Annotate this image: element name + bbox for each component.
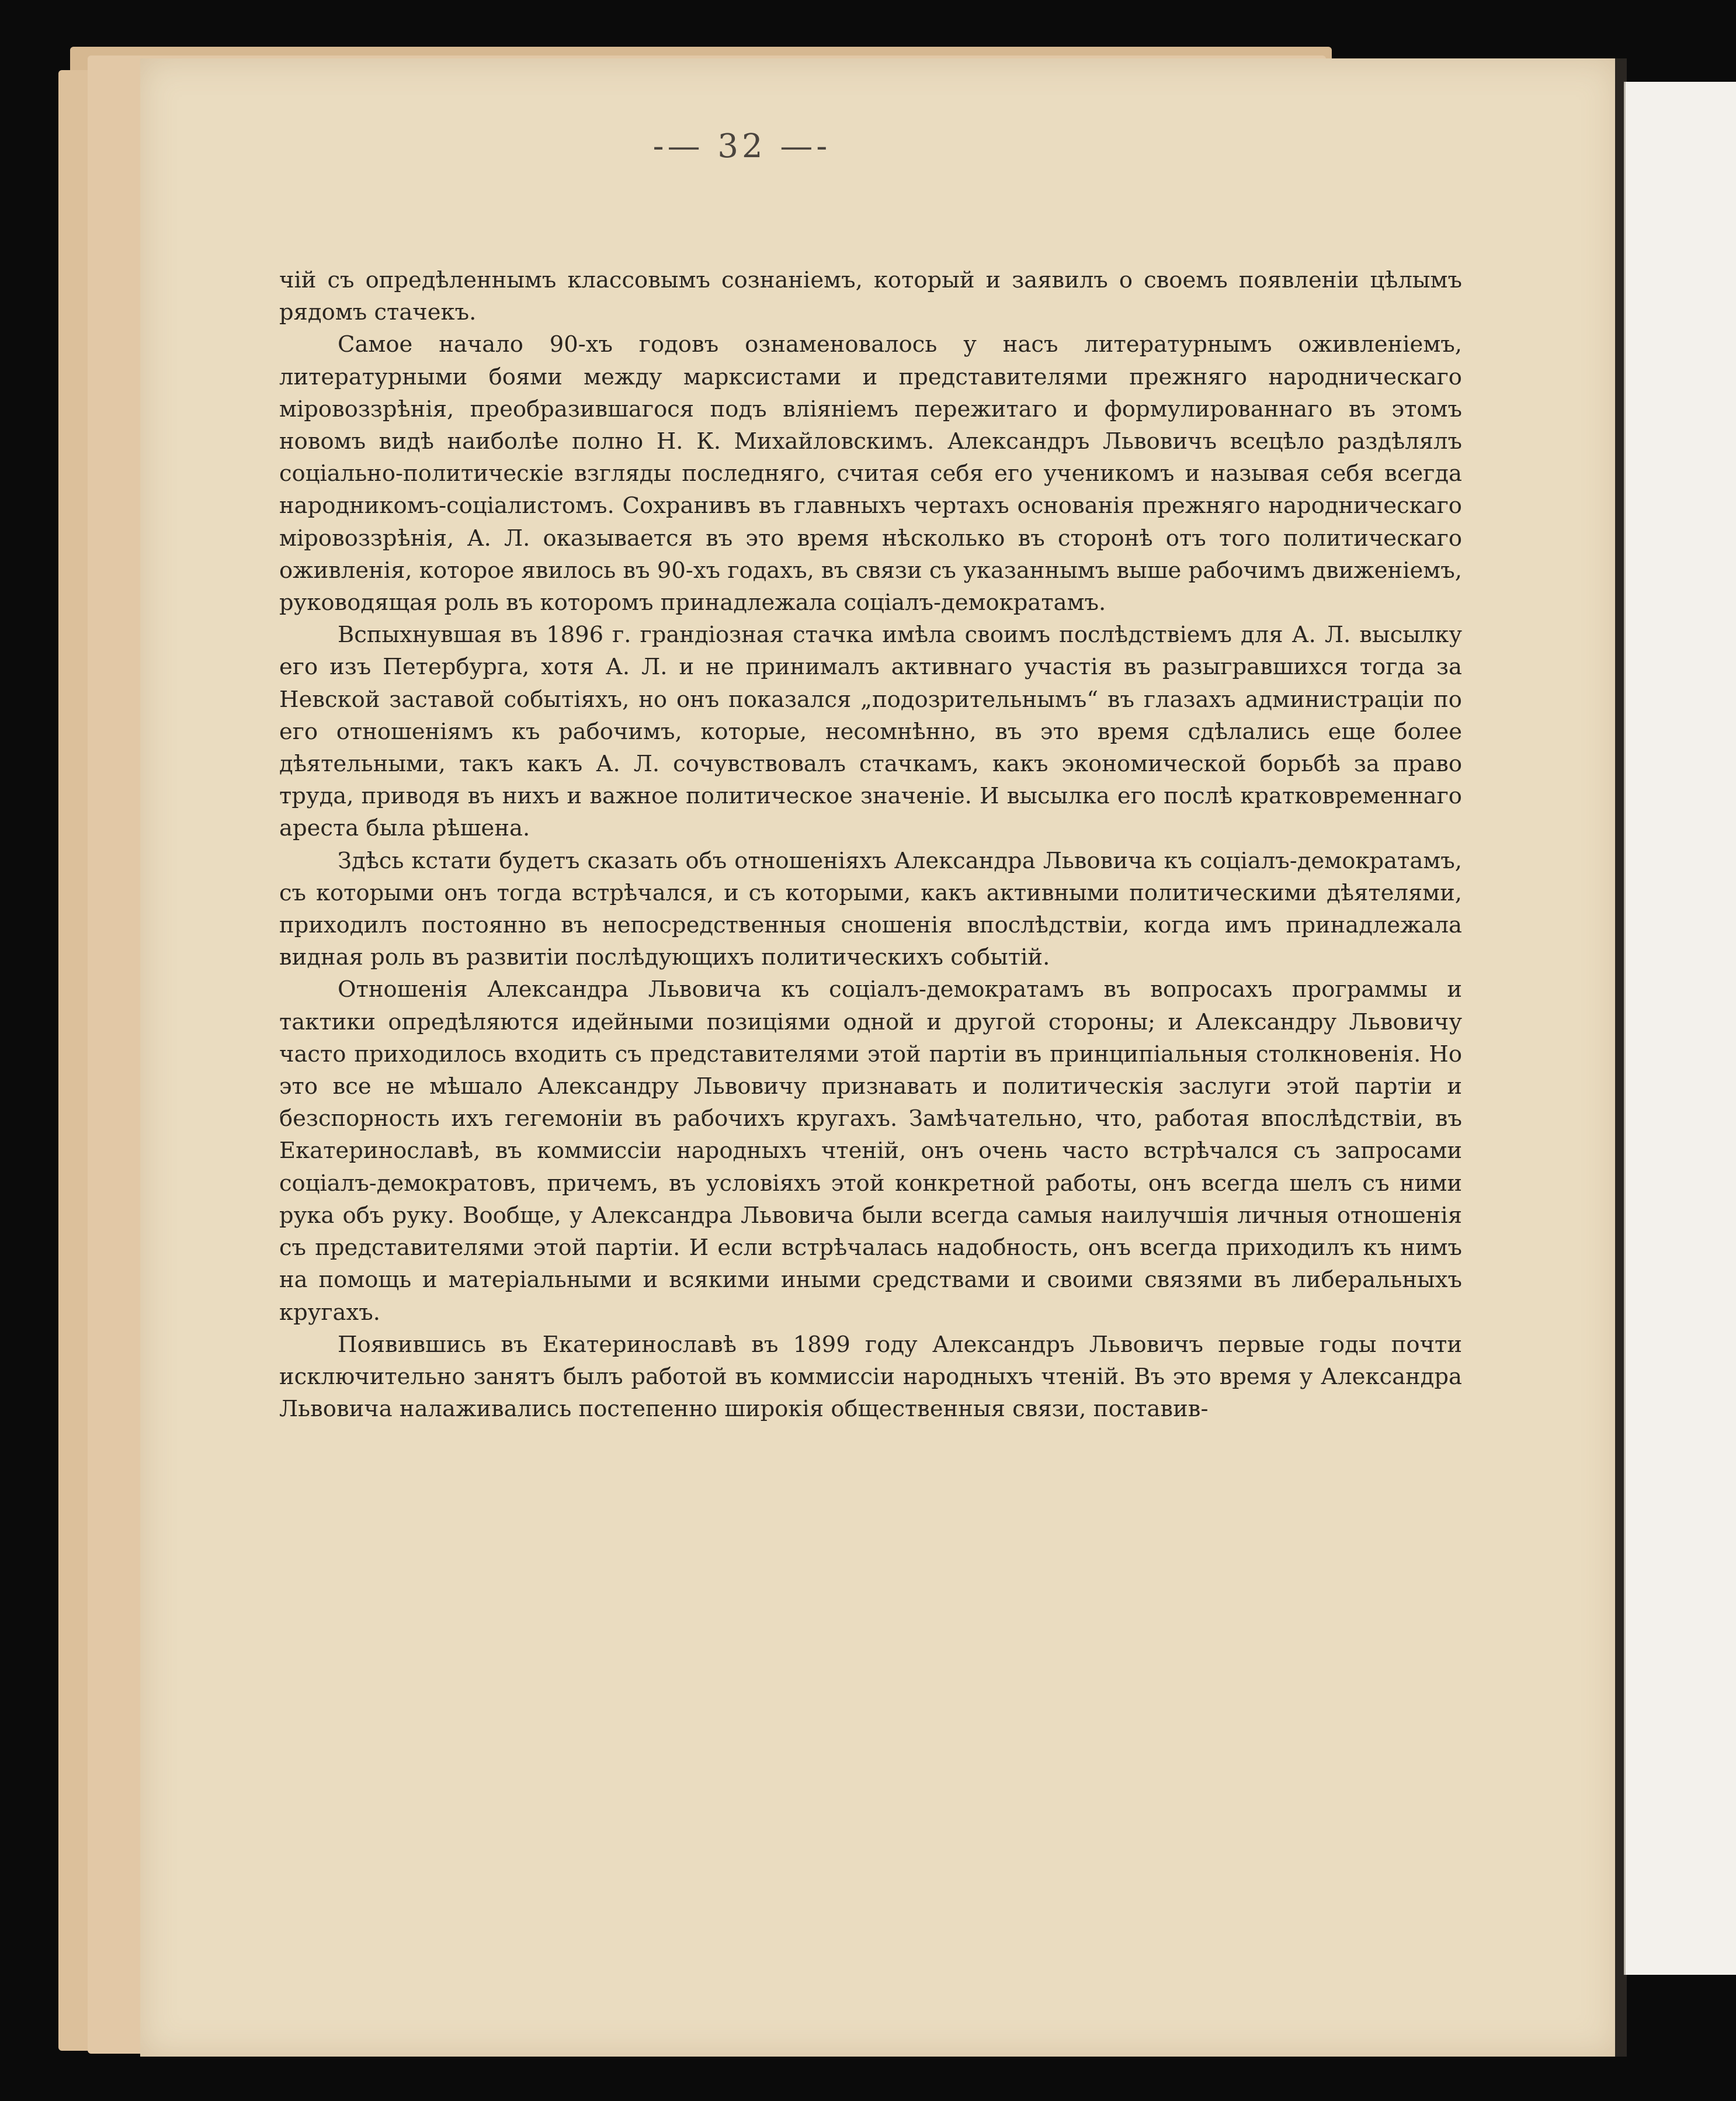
page-body <box>279 264 1462 1425</box>
paragraph: Здѣсь кстати будетъ сказать объ отношеніяхъ Александра Львовича къ соціалъ-демократамъ, съ которыми онъ тогда встрѣчался, и съ которыми, какъ активными политическими дѣятелями, приходилъ постоянно въ непосредственныя сношенія впослѣдствіи, когда имъ принадлежала видная роль въ развитіи послѣдующихъ политическихъ событій. <box>279 847 1462 971</box>
paragraph: Самое начало 90-хъ годовъ ознаменовалось у насъ литературнымъ оживленіемъ, литературными боями между марксистами и представителями прежняго народническаго міровоззрѣнія, преобразившагося подъ вліяніемъ пережитаго и формулированнаго въ этомъ новомъ видѣ наиболѣе полно Н. К. Михайловскимъ. Александръ Львовичъ всецѣло раздѣлялъ соціально-политическіе взгляды последняго, считая себя его ученикомъ и называя себя всегда народникомъ-соціалистомъ. Сохранивъ въ главныхъ чертахъ основанія прежняго народническаго міровоззрѣнія, А. Л. оказывается въ это время нѣсколько въ сторонѣ отъ того политическаго оживленія, которое явилось въ 90-хъ годахъ, въ связи съ указаннымъ выше рабочимъ движеніемъ, руководящая роль въ которомъ принадлежала соціалъ-демократамъ. <box>279 331 1462 616</box>
paragraph: Вспыхнувшая въ 1896 г. грандіозная стачка имѣла своимъ послѣдствіемъ для А. Л. высылку его изъ Петербурга, хотя А. Л. и не принималъ активнаго участія въ разыгравшихся тогда за Невской заставой событіяхъ, но онъ показался „подозрительнымъ“ въ глазахъ администраціи по его отношеніямъ къ рабочимъ, которые, несомнѣнно, въ это время сдѣлались еще более дѣятельными, такъ какъ А. Л. сочувствовалъ стачкамъ, какъ экономической борьбѣ за право труда, приводя въ нихъ и важное политическое значеніе. И высылка его послѣ кратковременнаго ареста была рѣшена. <box>279 622 1462 842</box>
facing-page-edge <box>1624 82 1736 1975</box>
paragraph: чій съ опредѣленнымъ классовымъ сознаніемъ, который и заявилъ о своемъ появленіи цѣлымъ рядомъ стачекъ. <box>279 267 1462 326</box>
page-number: -— 32 —- <box>652 127 831 165</box>
paragraph: Появившись въ Екатеринославѣ въ 1899 году Александръ Львовичъ первые годы почти исключительно занятъ былъ работой въ коммиссіи народныхъ чтеній. Въ это время у Александра Львовича налаживались постепенно широкія общественныя связи, поставив- <box>279 1331 1462 1423</box>
paragraph: Отношенія Александра Львовича къ соціалъ-демократамъ въ вопросахъ программы и тактики опредѣляются идейными позиціями одной и другой стороны; и Александру Львовичу часто приходилось входить съ представителями этой партіи въ принципіальныя столкновенія. Но это все не мѣшало Александру Львовичу признавать и политическія заслуги этой партіи и безспорность ихъ гегемоніи въ рабочихъ кругахъ. Замѣчательно, что, работая впослѣдствіи, въ Екатеринославѣ, въ коммиссіи народныхъ чтеній, онъ очень часто встрѣчался съ запросами соціалъ-демократовъ, причемъ, въ условіяхъ этой конкретной работы, онъ всегда шелъ съ ними рука объ руку. Вообще, у Александра Львовича были всегда самыя наилучшія личныя отношенія съ представителями этой партіи. И если встрѣчалась надобность, онъ всегда приходилъ къ нимъ на помощь и матеріальными и всякими иными средствами и своими связями въ либеральныхъ кругахъ. <box>279 976 1462 1326</box>
